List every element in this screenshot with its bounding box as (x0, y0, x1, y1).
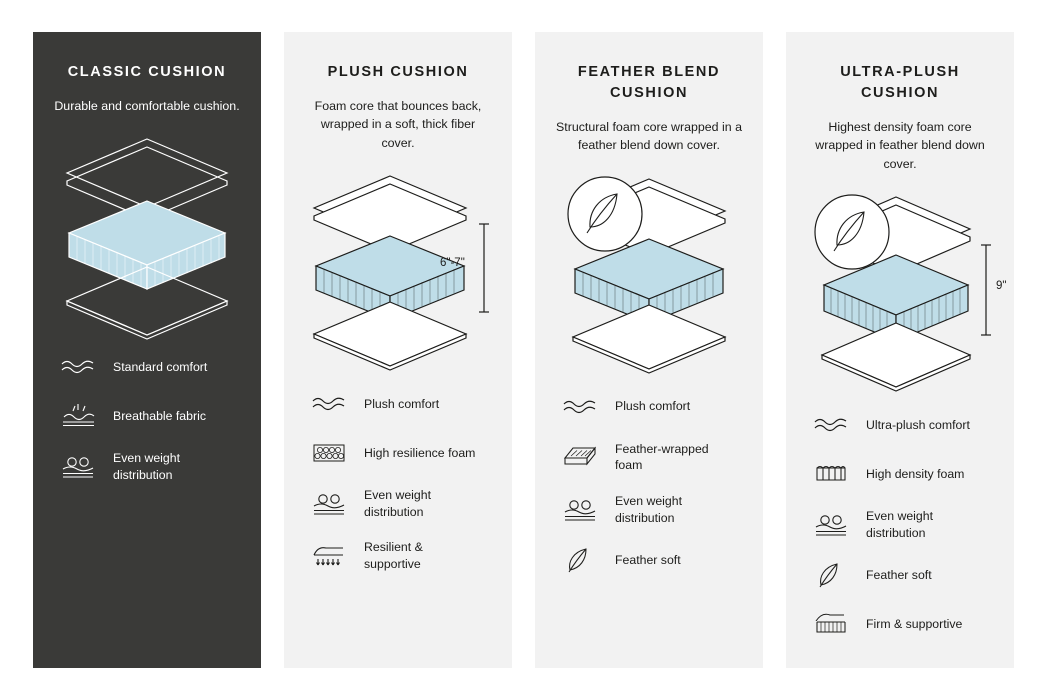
density-foam-icon (810, 459, 852, 489)
feature-item (810, 508, 990, 541)
feature-label: Even weight distribution (364, 488, 431, 519)
feature-item (810, 560, 990, 590)
feather-icon (810, 560, 852, 590)
feature-item (57, 450, 237, 483)
base-layer (573, 305, 725, 373)
base-layer (314, 302, 466, 370)
card-description: Structural foam core wrapped in a feather blend down cover. (556, 120, 742, 153)
feature-item (308, 389, 488, 419)
feature-item (559, 493, 739, 526)
feather-wrapped-foam-icon (559, 442, 601, 472)
feature-label: Breathable fabric (113, 409, 206, 424)
feature-label: Resilient & supportive (364, 540, 423, 571)
weight-distribution-icon (810, 510, 852, 540)
honeycomb-foam-icon (308, 438, 350, 468)
feature-item (308, 438, 488, 468)
feature-item (810, 609, 990, 639)
feature-label: Even weight distribution (615, 493, 682, 525)
feature-label: Even weight distribution (866, 509, 933, 540)
cushion-layers-illustration (298, 164, 498, 379)
cushion-layers-illustration (800, 185, 1007, 400)
feature-label: High density foam (866, 466, 965, 481)
feature-item (810, 410, 990, 440)
feature-item (308, 539, 488, 572)
dimension-label: 6"-7" (440, 257, 465, 270)
cushion-card-feather-blend (535, 32, 763, 668)
cushion-card-classic (33, 32, 261, 668)
feature-item (308, 487, 488, 520)
wave-lines-icon (57, 352, 99, 382)
base-layer (822, 323, 970, 391)
feature-label: Plush comfort (615, 399, 691, 414)
dimension-indicator (479, 224, 489, 312)
card-title: PLUSH CUSHION (327, 64, 469, 80)
feature-label: High resilience foam (364, 445, 476, 460)
feature-label: Even weight distribution (113, 451, 180, 482)
feature-label: Firm & supportive (866, 617, 963, 631)
feature-item (810, 459, 990, 489)
cushion-layers-illustration (47, 127, 247, 342)
card-description: Durable and comfortable cushion. (54, 99, 240, 114)
card-title: FEATHER BLEND CUSHION (577, 64, 721, 102)
weight-distribution-icon (308, 489, 350, 519)
card-title: CLASSIC CUSHION (67, 64, 227, 80)
cushion-card-plush (284, 32, 512, 668)
feature-item (57, 401, 237, 431)
cushion-card-ultra-plush (786, 32, 1014, 668)
feature-label: Standard comfort (113, 360, 208, 375)
feature-item (57, 352, 237, 382)
feature-label: Plush comfort (364, 396, 440, 411)
dimension-indicator (981, 245, 991, 335)
weight-distribution-icon (559, 495, 601, 525)
features-list (804, 410, 996, 658)
wave-lines-icon (810, 410, 852, 440)
breathable-fabric-icon (57, 401, 99, 431)
feather-icon (559, 545, 601, 575)
feature-item (559, 545, 739, 575)
feature-item (559, 392, 739, 422)
feature-label: Feather soft (866, 568, 932, 582)
dimension-label: 9" (996, 280, 1007, 293)
feature-item (559, 441, 739, 474)
wave-lines-icon (308, 389, 350, 419)
features-list (553, 392, 745, 594)
weight-distribution-icon (57, 452, 99, 482)
wave-lines-icon (559, 392, 601, 422)
card-description: Foam core that bounces back, wrapped in a soft, thick fiber cover. (314, 99, 482, 150)
card-description: Highest density foam core wrapped in feather blend down cover. (815, 120, 985, 171)
leaf-badge-icon (815, 195, 889, 269)
feature-label: Ultra-plush comfort (866, 417, 970, 432)
card-title: ULTRA-PLUSH CUSHION (840, 64, 960, 102)
feature-label: Feather soft (615, 552, 681, 567)
foam-core-layer (69, 201, 225, 289)
cushion-layers-illustration (549, 167, 749, 382)
firm-support-icon (810, 609, 852, 639)
features-list (51, 352, 243, 502)
resilient-support-icon (308, 541, 350, 571)
feature-label: Feather-wrapped foam (615, 441, 709, 473)
features-list (302, 389, 494, 591)
leaf-badge-icon (568, 177, 642, 251)
